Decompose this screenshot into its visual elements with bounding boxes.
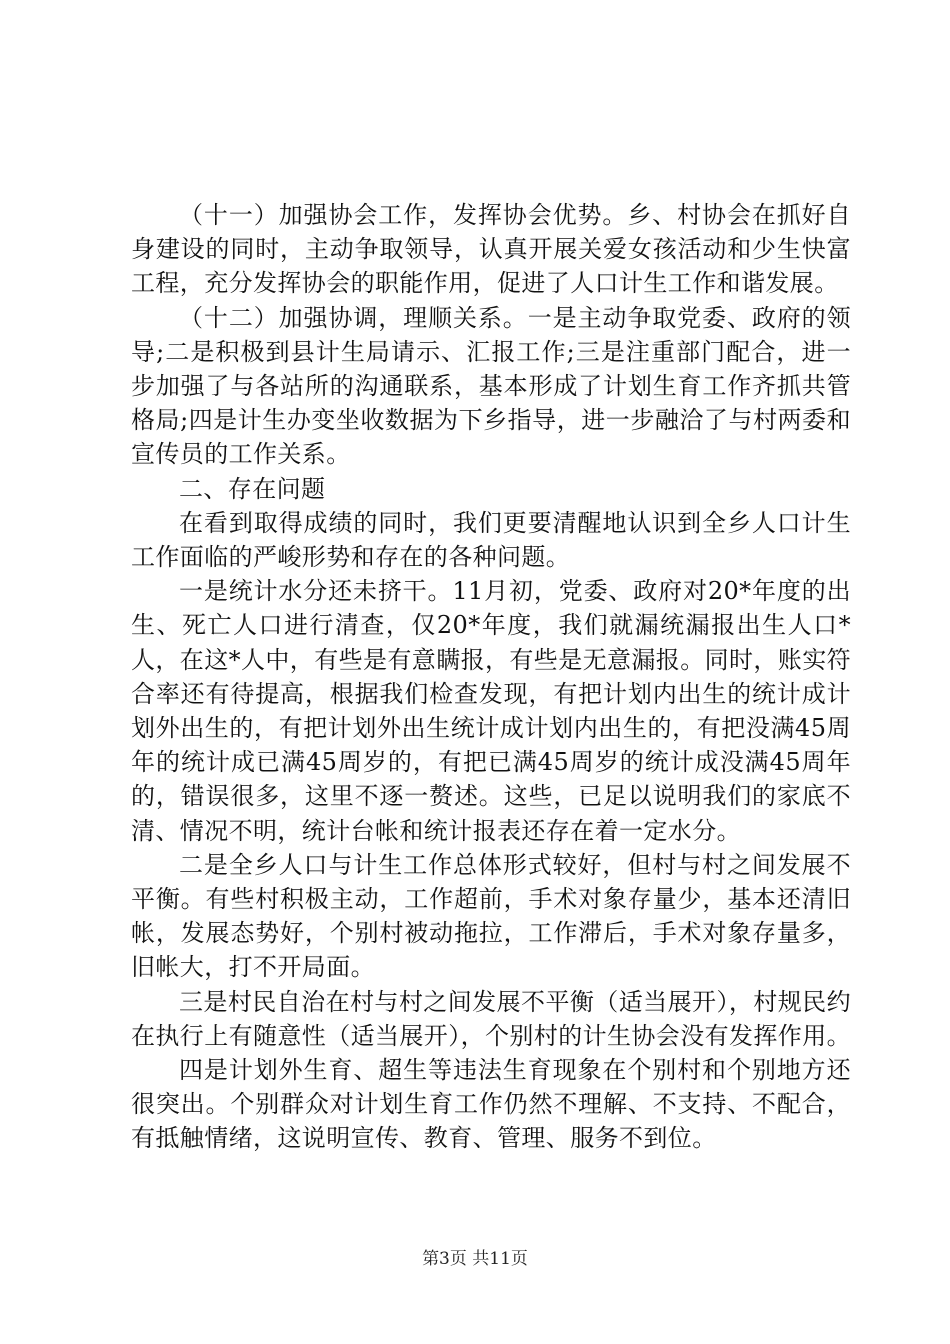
paragraph-association-work: （十一）加强协会工作，发挥协会优势。乡、村协会在抓好自身建设的同时，主动争取领导，认真开展关爱女孩活动和少生快富工程，充分发挥协会的职能作用，促进了人口计生工作和谐发展。 [131,201,851,298]
paragraph-problems-intro: 在看到取得成绩的同时，我们更要清醒地认识到全乡人口计生工作面临的严峻形势和存在的各种问题。 [131,508,851,572]
section-heading-problems: 二、存在问题 [179,474,326,503]
paragraph-problem-4: 四是计划外生育、超生等违法生育现象在个别村和个别地方还很突出。个别群众对计划生育工作仍然不理解、不支持、不配合，有抵触情绪，这说明宣传、教育、管理、服务不到位。 [131,1056,851,1153]
paragraph-problem-3: 三是村民自治在村与村之间发展不平衡（适当展开），村规民约在执行上有随意性（适当展开），个别村的计生协会没有发挥作用。 [131,987,851,1050]
paragraph-problem-2: 二是全乡人口与计生工作总体形式较好，但村与村之间发展不平衡。有些村积极主动，工作超前，手术对象存量少，基本还清旧帐，发展态势好，个别村被动拖拉，工作滞后，手术对象存量多，旧帐大，打不开局面。 [131,850,851,982]
paragraph-coordination: （十二）加强协调，理顺关系。一是主动争取党委、政府的领导;二是积极到县计生局请示、汇报工作;三是注重部门配合，进一步加强了与各站所的沟通联系，基本形成了计划生育工作齐抓共管格局;四是计生办变坐收数据为下乡指导，进一步融洽了与村两委和宣传员的工作关系。 [131,303,851,469]
paragraph-problem-1: 一是统计水分还未挤干。11月初，党委、政府对20*年度的出生、死亡人口进行清查，仅20*年度，我们就漏统漏报出生人口*人，在这*人中，有些是有意瞒报，有些是无意漏报。同时，账实符合率还有待提高，根据我们检查发现，有把计划内出生的统计成计划外出生的，有把计划外出生统计成计划内出生的，有把没满45周年的统计成已满45周岁的，有把已满45周岁的统计成没满45周年的，错误很多，这里不逐一赘述。这些，已足以说明我们的家底不清、情况不明，统计台帐和统计报表还存在着一定水分。 [131,577,851,845]
document-body [131,198,851,1156]
page-number-footer: 第3页 共11页 [422,1249,528,1269]
